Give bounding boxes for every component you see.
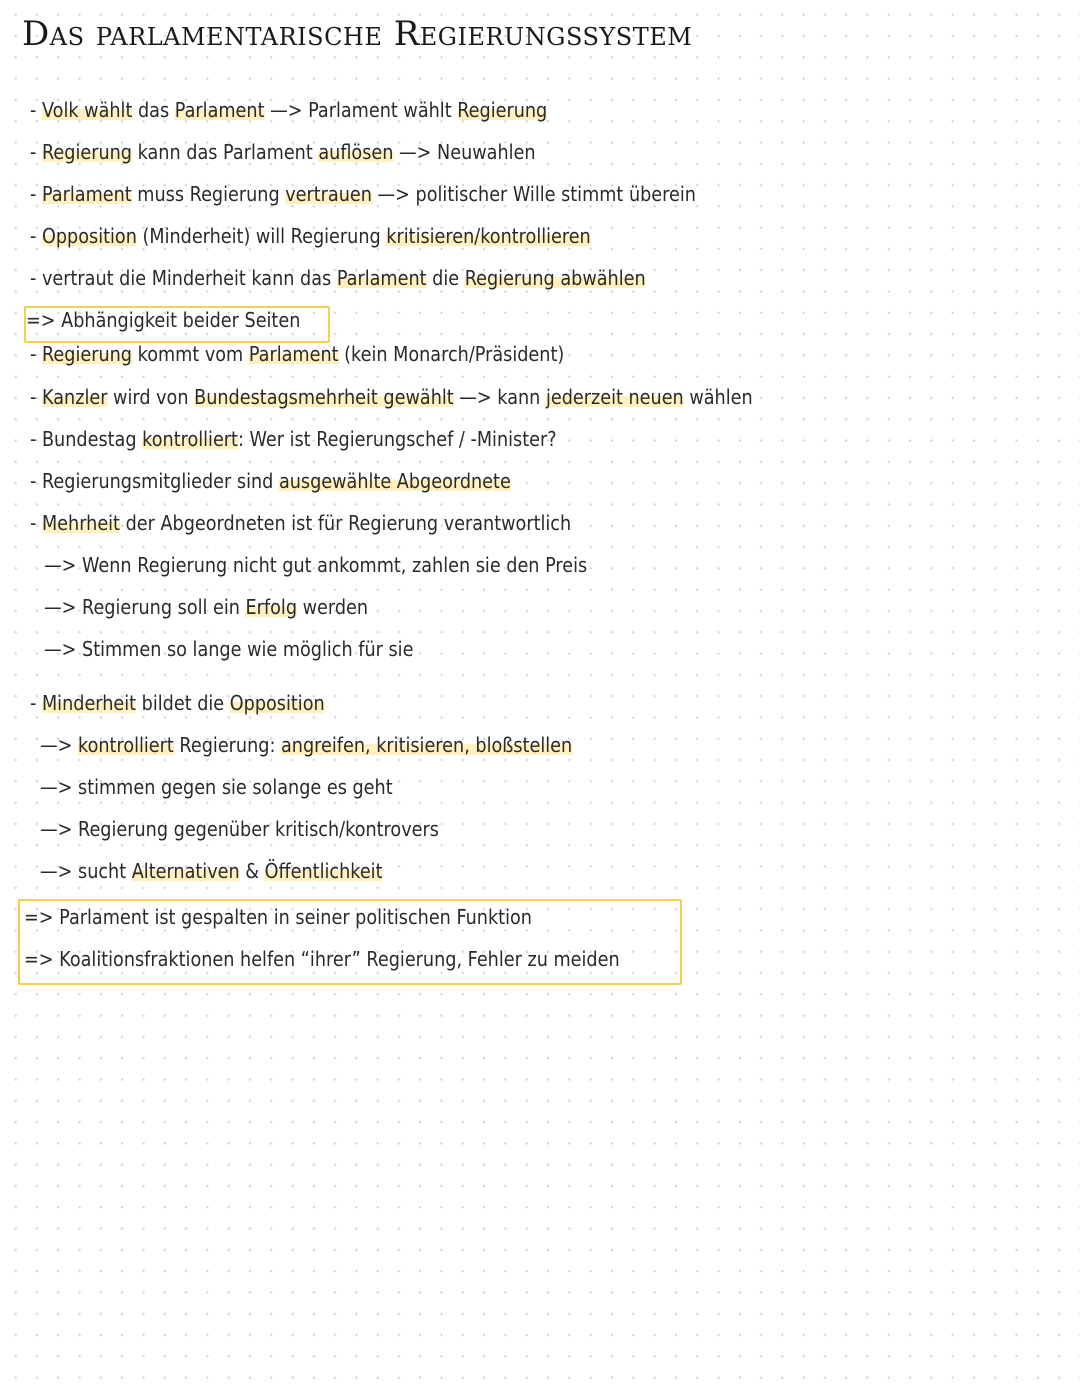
note-text: der Abgeordneten ist für Regierung verantwortlich (119, 511, 572, 535)
conclusion-box-parliament (18, 899, 682, 985)
note-line (30, 342, 564, 366)
note-text: : Wer ist Regierungschef / -Minister? (237, 427, 557, 451)
note-text: (kein Monarch/Präsident) (338, 342, 565, 366)
note-line (30, 385, 753, 409)
note-text: —> stimmen gegen sie solange es geht (40, 775, 393, 799)
note-text: —> Regierung soll ein (44, 595, 246, 619)
highlighted-text: Kanzler (41, 385, 108, 409)
highlighted-text: jederzeit neuen (545, 385, 684, 409)
note-text: das (132, 98, 175, 122)
note-text: kommt vom (132, 342, 249, 366)
conclusion-box-dependency (24, 306, 330, 343)
page-title: Das parlamentarische Regierungssystem (22, 14, 693, 54)
note-text: - Bundestag (30, 427, 143, 451)
highlighted-text: Opposition (41, 224, 137, 248)
note-text: - (30, 182, 42, 206)
highlighted-text: Erfolg (245, 595, 298, 619)
note-text: - Regierungsmitglieder sind (30, 469, 279, 493)
highlighted-text: Parlament (336, 266, 427, 290)
note-text: (Minderheit) will Regierung (136, 224, 387, 248)
highlighted-text: Parlament (248, 342, 339, 366)
note-line (44, 637, 413, 661)
note-line (30, 182, 696, 206)
highlighted-text: auflösen (318, 140, 394, 164)
note-text: & (239, 859, 265, 883)
highlighted-text: Parlament (41, 182, 132, 206)
highlighted-text: ausgewählte Abgeordnete (278, 469, 511, 493)
highlighted-text: Bundestagsmehrheit gewählt (194, 385, 454, 409)
note-text: => Parlament ist gespalten in seiner politischen Funktion (24, 905, 532, 929)
note-line (44, 553, 587, 577)
highlighted-text: Minderheit (41, 691, 137, 715)
note-text: —> sucht (40, 859, 132, 883)
highlighted-text: Opposition (229, 691, 325, 715)
note-line (30, 427, 557, 451)
note-text: —> Wenn Regierung nicht gut ankommt, zahlen sie den Preis (44, 553, 588, 577)
note-text: —> Parlament wählt (264, 98, 458, 122)
highlighted-text: Mehrheit (41, 511, 120, 535)
note-text: => Abhängigkeit beider Seiten (26, 308, 301, 332)
note-text: Regierung: (173, 733, 282, 757)
highlighted-text: kontrolliert (78, 733, 174, 757)
highlighted-text: Regierung (457, 98, 548, 122)
note-text: - (30, 140, 42, 164)
highlighted-text: Öffentlichkeit (264, 859, 383, 883)
note-text: —> Regierung gegenüber kritisch/kontrovers (40, 817, 439, 841)
note-text: die (426, 266, 465, 290)
note-text: —> politischer Wille stimmt überein (371, 182, 696, 206)
note-line (40, 733, 572, 757)
highlighted-text: Regierung abwählen (464, 266, 646, 290)
note-line (40, 817, 439, 841)
highlighted-text: Regierung (41, 342, 133, 366)
note-line (30, 224, 591, 248)
note-line (40, 859, 382, 883)
note-text: - (30, 342, 42, 366)
note-text: muss Regierung (131, 182, 286, 206)
note-text: kann das Parlament (132, 140, 319, 164)
note-text: - (30, 385, 42, 409)
note-text: => Koalitionsfraktionen helfen “ihrer” Regierung, Fehler zu meiden (24, 947, 620, 971)
highlighted-text: kritisieren/kontrollieren (386, 224, 591, 248)
note-line (30, 511, 571, 535)
note-text: werden (297, 595, 369, 619)
note-text: —> Stimmen so lange wie möglich für sie (44, 637, 414, 661)
note-text: —> kann (453, 385, 546, 409)
note-text: bildet die (136, 691, 230, 715)
highlighted-text: vertrauen (285, 182, 372, 206)
note-text: - (30, 691, 42, 715)
note-text: - (30, 98, 42, 122)
note-line (30, 691, 325, 715)
note-text: - vertraut die Minderheit kann das (30, 266, 337, 290)
note-text: —> Neuwahlen (393, 140, 536, 164)
note-text: wird von (107, 385, 195, 409)
note-text: —> (40, 733, 79, 757)
note-line (44, 595, 368, 619)
note-line (30, 140, 536, 164)
highlighted-text: Regierung (41, 140, 133, 164)
note-line (40, 775, 393, 799)
note-line (30, 469, 511, 493)
note-text: - (30, 224, 42, 248)
highlighted-text: kontrolliert (142, 427, 238, 451)
note-text: wählen (683, 385, 753, 409)
highlighted-text: Alternativen (131, 859, 240, 883)
highlighted-text: Parlament (174, 98, 265, 122)
highlighted-text: Volk wählt (41, 98, 133, 122)
highlighted-text: angreifen, kritisieren, bloßstellen (281, 733, 573, 757)
note-line (30, 266, 646, 290)
note-line (30, 98, 547, 122)
note-text: - (30, 511, 42, 535)
